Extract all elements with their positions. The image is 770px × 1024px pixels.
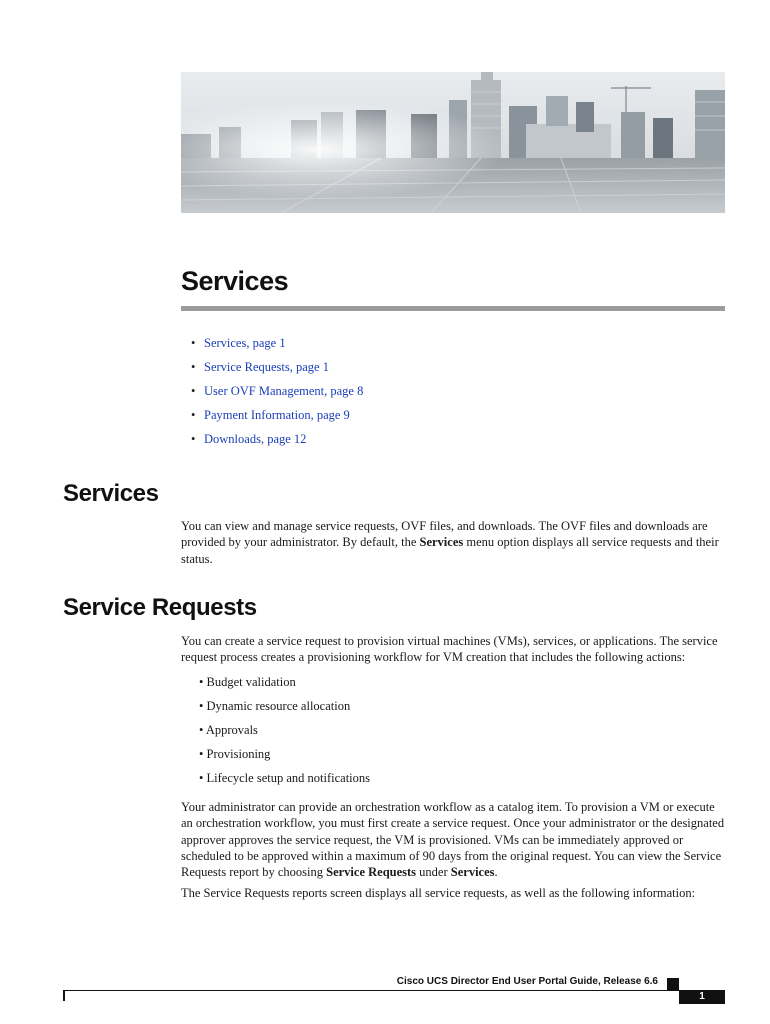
toc-link-downloads[interactable]: Downloads, page 12 — [204, 432, 307, 446]
footer-tick — [63, 990, 65, 1001]
list-item-text: Dynamic resource allocation — [206, 699, 351, 713]
toc-bullet: • — [191, 336, 196, 350]
workflow-bold-term: Service Requests — [326, 865, 417, 880]
toc-link-services[interactable]: Services, page 1 — [204, 336, 286, 350]
list-bullet: • — [199, 771, 204, 785]
requests-report-paragraph: The Service Requests reports screen displays all service requests, as well as the following information: — [181, 886, 696, 900]
toc-link-user-ovf-management[interactable]: User OVF Management, page 8 — [204, 384, 364, 398]
services-paragraph — [181, 518, 726, 567]
toc-bullet: • — [191, 360, 196, 374]
list-item — [199, 745, 370, 769]
toc-bullet: • — [191, 384, 196, 398]
list-item-text: Approvals — [205, 723, 258, 737]
section-heading-service-requests: Service Requests — [63, 594, 257, 621]
toc-bullet: • — [191, 432, 196, 446]
footer-rule — [63, 990, 725, 991]
toc-bullet: • — [191, 408, 196, 422]
list-item-text: Lifecycle setup and notifications — [206, 771, 370, 785]
section-heading-services: Services — [63, 480, 159, 507]
toc-item — [191, 358, 363, 382]
toc-link-payment-information[interactable]: Payment Information, page 9 — [204, 408, 350, 422]
chapter-banner-image — [181, 72, 725, 213]
list-bullet: • — [199, 747, 204, 761]
services-text-part: You can view and manage service requests, OVF files, and downloads. The OVF files and downloads are provided by your administrator. By default, the — [181, 519, 708, 550]
list-item-text: Budget validation — [206, 675, 296, 689]
footer-guide-title: Cisco UCS Director End User Portal Guide, Release 6.6 — [396, 976, 658, 987]
list-item — [199, 673, 370, 697]
toc-link-service-requests[interactable]: Service Requests, page 1 — [204, 360, 329, 374]
services-bold-term: Services — [419, 535, 464, 550]
workflow-text-part: Your administrator can provide an orchestration workflow as a catalog item. To provision a VM or execute an orchestration workflow, you must first create a service request. Once your administrator or the designated approver approves the service request, the VM is provisioned. VMs can be immediately approved or scheduled to be approved within a maximum of 90 days from the original request. You can view the Service Requests report by choosing — [181, 800, 725, 880]
list-bullet: • — [199, 675, 204, 689]
list-bullet: • — [199, 699, 204, 713]
toc-item — [191, 406, 363, 430]
services-text-part: menu option displays all service requests and their status. — [181, 535, 719, 566]
requests-actions-list — [199, 673, 370, 793]
footer-marker — [667, 978, 679, 990]
requests-intro-paragraph: You can create a service request to provision virtual machines (VMs), services, or applications. The service request process creates a provisioning workflow for VM creation that includes the following actions: — [181, 634, 718, 665]
page-number: 1 — [679, 990, 725, 1004]
chapter-title: Services — [181, 266, 289, 296]
chapter-title-rule — [181, 306, 725, 311]
list-bullet: • — [199, 723, 204, 737]
chapter-toc — [191, 334, 363, 454]
workflow-text-part: . — [494, 865, 498, 880]
toc-item — [191, 334, 363, 358]
workflow-bold-term: Services — [450, 865, 495, 880]
workflow-text-part: under — [416, 865, 451, 880]
list-item — [199, 721, 370, 745]
list-item — [199, 697, 370, 721]
toc-item — [191, 382, 363, 406]
requests-workflow-paragraph — [181, 799, 726, 880]
list-item-text: Provisioning — [206, 747, 271, 761]
toc-item — [191, 430, 363, 454]
list-item — [199, 769, 370, 793]
